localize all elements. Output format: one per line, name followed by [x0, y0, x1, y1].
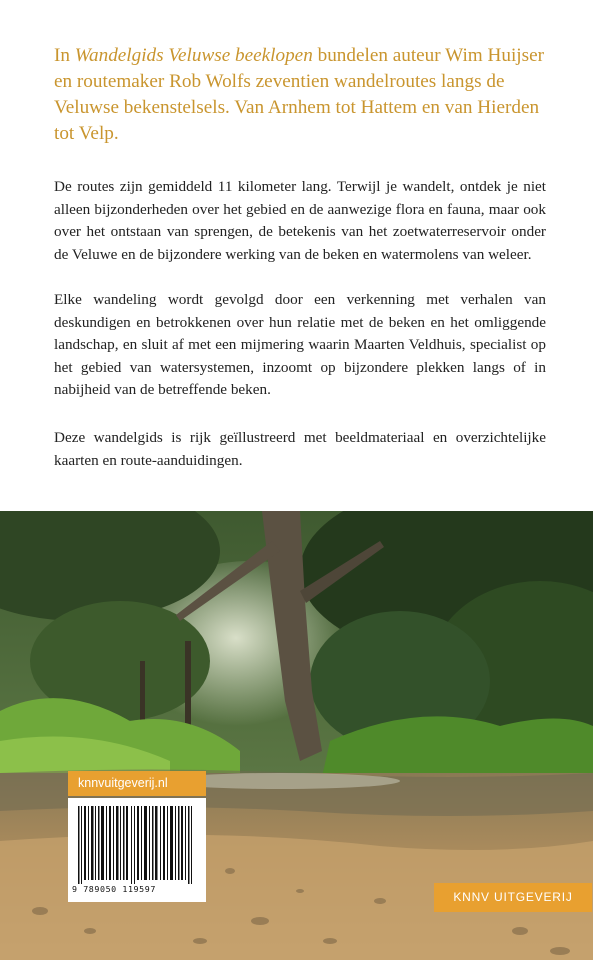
intro-rest: bundelen auteur Wim Huijser en routemaker Rob Wolfs zeventien wandelroutes langs de Veluwse bekenstelsels. Van Arnhem tot Hattem en van Hierden tot Velp.: [54, 45, 544, 144]
publisher-name-badge: KNNV UITGEVERIJ: [434, 883, 592, 912]
body-paragraph-3: Deze wandelgids is rijk geïllustreerd met beeldmateriaal en overzichtelijke kaarten en route-aanduidingen.: [54, 429, 546, 469]
isbn-barcode: [68, 798, 206, 902]
body-paragraph-1: De routes zijn gemiddeld 11 kilometer lang. Terwijl je wandelt, ontdek je niet alleen bijzonderheden over het gebied en de aanwezige flora en fauna, maar ook over het ontstaan van sprengen, de betekenis van het zoetwaterreservoir onder de Veluwe en de bijzondere werking van de beken en watermolens van weleer.: [54, 178, 546, 263]
barcode-digits: 9 789050 119597: [72, 884, 156, 894]
intro-prefix: In: [54, 45, 75, 66]
book-title: Wandelgids Veluwse beeklopen: [74, 45, 313, 66]
intro-paragraph: [54, 43, 554, 147]
body-paragraph-2: Elke wandeling wordt gevolgd door een verkenning met verhalen van deskundigen en betrokkenen over hun relatie met de beken en het omliggende landschap, en sluit af met een mijmering waarin Maarten Veldhuis, specialist op het gebied van watersystemen, inzoomt op bijzondere plekken langs of in nabijheid van de betreffende beken.: [54, 291, 546, 399]
publisher-url-badge: knnvuitgeverij.nl: [68, 771, 206, 796]
